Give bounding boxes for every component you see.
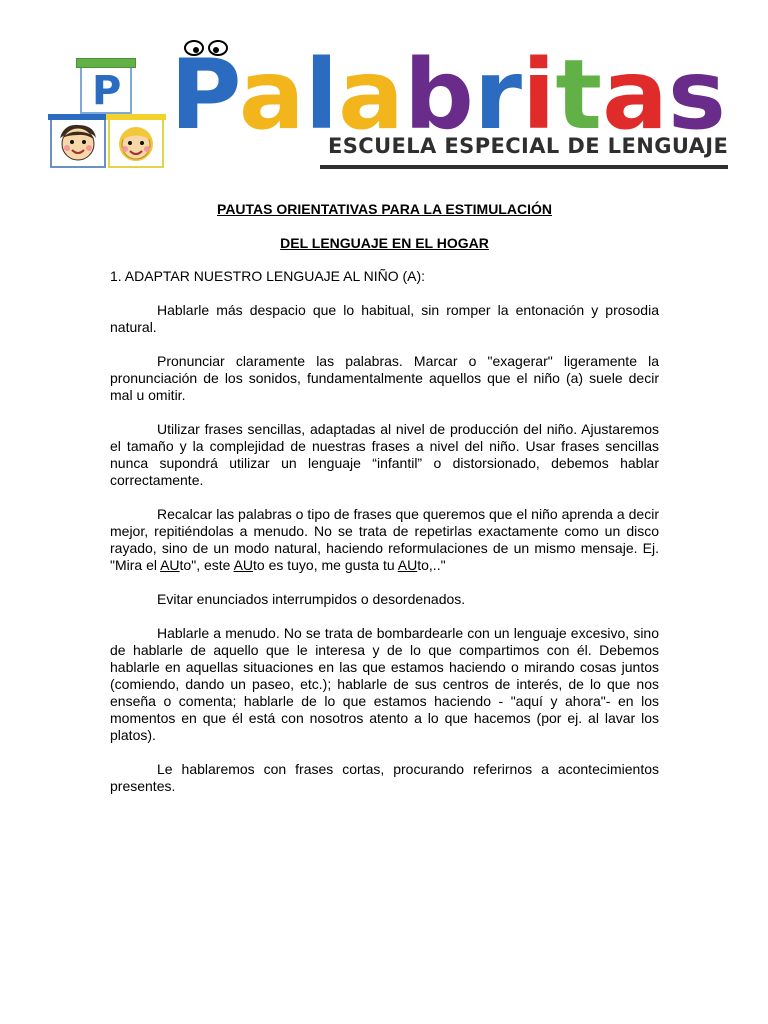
school-logo bbox=[48, 38, 728, 174]
paragraph-speak-slowly: Hablarle más despacio que lo habitual, sin romper la entonación y prosodia natural. bbox=[110, 302, 659, 335]
brand-letter: t bbox=[555, 39, 602, 138]
brand-letter: i bbox=[521, 39, 555, 138]
subtitle-underline bbox=[320, 165, 728, 169]
underlined-syllable: AU bbox=[160, 557, 180, 573]
paragraph-simple-sentences: Utilizar frases sencillas, adaptadas al nivel de producción del niño. Ajustaremos el tamaño y la complejidad de nuestras frases a nivel del niño. Usar frases sencillas nunca supondrá utilizar un lenguaje “infantil” o distorsionado, debemos hablar correctamente. bbox=[110, 421, 659, 488]
boy-face-icon bbox=[52, 120, 104, 166]
document-body bbox=[110, 201, 659, 795]
underlined-syllable: AU bbox=[233, 557, 254, 573]
face-block-boy bbox=[50, 118, 106, 168]
brand-letter: a bbox=[602, 39, 667, 138]
p-letter-icon bbox=[82, 64, 130, 112]
svg-text:Palabritas bbox=[170, 39, 726, 138]
paragraph-talk-often: Hablarle a menudo. No se trata de bombardearle con un lenguaje excesivo, sino de hablarle de aquello que le interesa y de lo que compartimos con él. Debemos hablarle en aquellas situaciones en las que estamos haciendo o mirando cosas juntos (comiendo, dando un paseo, etc.); hablarle de sus centros de interés, de lo que nos enseña o comenta; hablarle de lo que estamos haciendo - "aquí y ahora"- en los momentos en que él está con nosotros atento a lo que hacemos (por ej. al lavar los platos). bbox=[110, 625, 659, 743]
toy-blocks-illustration bbox=[48, 38, 168, 170]
brand-letter: r bbox=[473, 39, 522, 138]
face-block-girl bbox=[108, 118, 164, 168]
brand-letter: P bbox=[170, 39, 238, 138]
svg-text:P: P bbox=[92, 68, 122, 112]
brand-letter: a bbox=[338, 39, 403, 138]
letter-block bbox=[80, 62, 132, 114]
brand-letter: b bbox=[404, 39, 473, 138]
document-title-line-1: PAUTAS ORIENTATIVAS PARA LA ESTIMULACIÓN bbox=[217, 201, 552, 217]
girl-face-icon bbox=[110, 120, 162, 166]
brand-letter: l bbox=[304, 39, 338, 138]
section-heading: 1. ADAPTAR NUESTRO LENGUAJE AL NIÑO (A): bbox=[110, 268, 426, 284]
underlined-syllable: AU bbox=[397, 557, 418, 573]
palabritas-wordmark bbox=[170, 38, 730, 138]
paragraph-pronounce-clearly: Pronunciar claramente las palabras. Marcar o "exagerar" ligeramente la pronunciación de los sonidos, fundamentalmente aquellos que el niño (a) suele decir mal u omitir. bbox=[110, 353, 659, 403]
brand-letter: s bbox=[667, 39, 726, 138]
paragraph-avoid-interruptions: Evitar enunciados interrumpidos o desordenados. bbox=[157, 591, 466, 607]
brand-letter: a bbox=[238, 39, 304, 138]
school-subtitle: ESCUELA ESPECIAL DE LENGUAJE bbox=[328, 134, 729, 158]
paragraph-emphasize-words: Recalcar las palabras o tipo de frases que queremos que el niño aprenda a decir mejor, repitiéndolas a menudo. No se trata de repetirlas exactamente como un disco rayado, sino de un modo natural, haciendo reformulaciones de un mismo mensaje. Ej. "Mira el AUto", este AUto es tuyo, me gusta tu AUto,.." bbox=[110, 506, 659, 573]
paragraph-short-sentences: Le hablaremos con frases cortas, procurando referirnos a acontecimientos presentes. bbox=[110, 761, 659, 794]
document-title-line-2: DEL LENGUAJE EN EL HOGAR bbox=[280, 235, 489, 251]
